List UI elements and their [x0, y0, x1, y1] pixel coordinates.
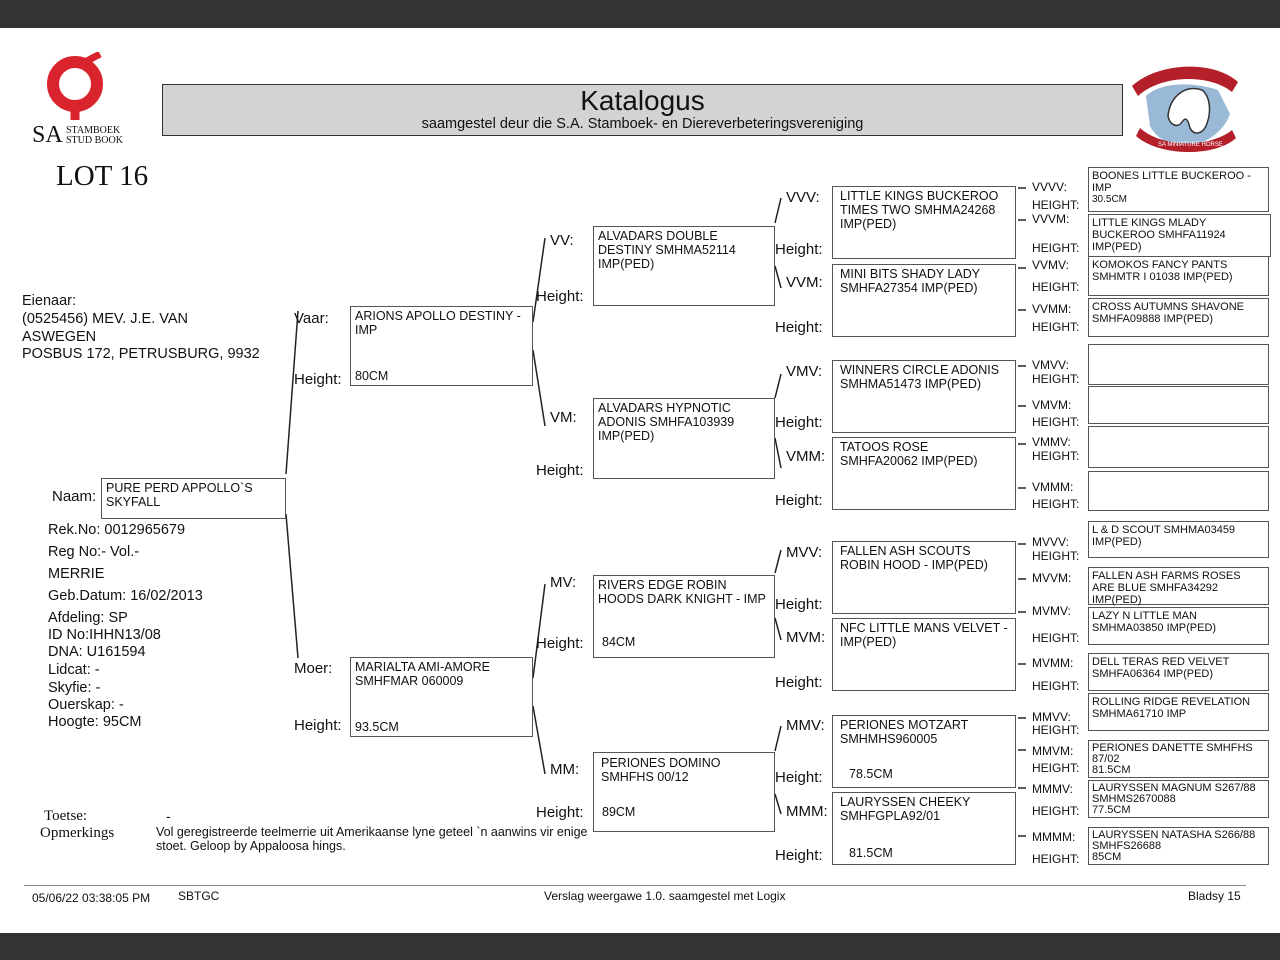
opmerkings-text: Vol geregistreerde teelmerrie uit Amerikaanse lyne geteel `n aanwins vir enige stoet. Geloop by Appaloosa hings.: [156, 825, 588, 853]
vvmv-name: KOMOKOS FANCY PANTS SMHMTR I 01038 IMP(PED): [1092, 259, 1233, 283]
vmmv-box: [1088, 426, 1269, 468]
mmvm-name: PERIONES DANETTE SMHFHS 87/02: [1092, 742, 1253, 765]
dam-height: 93.5CM: [355, 720, 399, 734]
mmm-height: 81.5CM: [849, 846, 893, 860]
line-dam: [286, 514, 298, 658]
mmmv-height-label: HEIGHT:: [1032, 804, 1080, 818]
vmv-height-label: Height:: [775, 414, 823, 431]
mm-name: PERIONES DOMINO SMHFHS 00/12: [601, 756, 721, 784]
viewer-top-bar: [0, 0, 1280, 28]
line-vmv: [775, 374, 781, 398]
mm-box: [593, 752, 775, 832]
mmv-height-label: Height:: [775, 769, 823, 786]
sa-miniature-horse-logo: [1128, 56, 1243, 161]
sa-stamboek-logo: [30, 52, 140, 152]
vm-label: VM:: [550, 409, 577, 426]
catalogue-header: [162, 84, 1123, 136]
toetse-label: Toetse:: [44, 808, 88, 824]
vmvv-box: [1088, 344, 1269, 385]
vvv-height-label: Height:: [775, 241, 823, 258]
name-label: Naam:: [52, 488, 97, 505]
mvmm-box: [1088, 653, 1269, 691]
vmvv-label: VMVV:: [1032, 358, 1069, 372]
mvv-box: [832, 541, 1016, 614]
mvmm-name: DELL TERAS RED VELVET SMHFA06364 IMP(PED): [1092, 656, 1230, 680]
mvmv-box: [1088, 607, 1269, 645]
vmmm-height-label: HEIGHT:: [1032, 497, 1080, 511]
mv-height: 84CM: [602, 635, 636, 649]
vvvv-label: VVVV:: [1032, 180, 1067, 194]
vmv-name: WINNERS CIRCLE ADONIS SMHMA51473 IMP(PED): [840, 363, 1000, 391]
animal-dob: Geb.Datum: 16/02/2013: [48, 588, 203, 604]
vvmm-box: [1088, 298, 1269, 337]
mmm-label: MMM:: [786, 803, 828, 820]
animal-hoogte: Hoogte: 95CM: [48, 714, 142, 730]
line-sire: [286, 311, 298, 474]
mmvm-height: 81.5CM: [1092, 764, 1131, 776]
sire-height-label: Height:: [294, 371, 342, 388]
mmmv-name: LAURYSSEN MAGNUM S267/88 SMHMS2670088: [1092, 782, 1256, 805]
vmmv-label: VMMV:: [1032, 435, 1071, 449]
line-mmm: [775, 794, 781, 814]
mv-box: [593, 575, 775, 658]
vv-label: VV:: [550, 232, 574, 249]
vvvv-name: BOONES LITTLE BUCKEROO - IMP: [1092, 170, 1251, 194]
mvvv-height-label: HEIGHT:: [1032, 549, 1080, 563]
line-mvm: [775, 618, 781, 640]
line-vvm: [775, 266, 781, 288]
dam-name: MARIALTA AMI-AMORE SMHFMAR 060009: [355, 660, 490, 688]
line-mv: [533, 584, 545, 678]
mv-height-label: Height:: [536, 635, 584, 652]
animal-skyfie: Skyfie: -: [48, 680, 101, 696]
owner-line2: ASWEGEN: [22, 329, 97, 345]
mvmm-height-label: HEIGHT:: [1032, 679, 1080, 693]
mvmv-name: LAZY N LITTLE MAN SMHMA03850 IMP(PED): [1092, 610, 1217, 634]
mmvv-name: ROLLING RIDGE REVELATION SMHMA61710 IMP: [1092, 696, 1251, 720]
owner-address: POSBUS 172, PETRUSBURG, 9932: [22, 346, 260, 362]
sire-height: 80CM: [355, 369, 389, 383]
mmvm-label: MMVM:: [1032, 744, 1074, 758]
line-mmv: [775, 726, 781, 751]
vvm-label: VVM:: [786, 274, 823, 291]
line-vm: [533, 350, 545, 426]
vmv-box: [832, 360, 1016, 433]
vvm-height-label: Height:: [775, 319, 823, 336]
vvvv-height: 30.5CM: [1092, 194, 1128, 205]
vvmv-height-label: HEIGHT:: [1032, 280, 1080, 294]
mvm-name: NFC LITTLE MANS VELVET - IMP(PED): [840, 621, 1008, 649]
mmmm-height: 85CM: [1092, 851, 1122, 863]
mmvm-box: [1088, 740, 1269, 778]
vmm-height-label: Height:: [775, 492, 823, 509]
vm-box: [593, 398, 775, 479]
mvvm-name: FALLEN ASH FARMS ROSES ARE BLUE SMHFA34292 IMP(PED): [1092, 570, 1241, 606]
dam-height-label: Height:: [294, 717, 342, 734]
mvmv-height-label: HEIGHT:: [1032, 631, 1080, 645]
mmvv-height-label: HEIGHT:: [1032, 723, 1080, 737]
mvv-height-label: Height:: [775, 596, 823, 613]
animal-lidcat: Lidcat: -: [48, 662, 100, 678]
mvvv-box: [1088, 521, 1269, 558]
vvvv-box: [1088, 167, 1269, 212]
vmv-label: VMV:: [786, 363, 823, 380]
mmv-height: 78.5CM: [849, 767, 893, 781]
viewer-bottom-bar: [0, 933, 1280, 960]
mmv-name: PERIONES MOTZART SMHMHS960005: [840, 718, 969, 746]
mvmm-label: MVMM:: [1032, 656, 1074, 670]
mmm-height-label: Height:: [775, 847, 823, 864]
vvvv-height-label: HEIGHT:: [1032, 198, 1080, 212]
mmm-name: LAURYSSEN CHEEKY SMHFGPLA92/01: [840, 795, 971, 823]
female-symbol-icon: [30, 52, 140, 122]
vvvm-height-label: HEIGHT:: [1032, 241, 1080, 255]
owner-line1: (0525456) MEV. J.E. VAN: [22, 311, 189, 327]
vmmv-height-label: HEIGHT:: [1032, 449, 1080, 463]
sire-box: [350, 306, 533, 386]
vv-name: ALVADARS DOUBLE DESTINY SMHMA52114 IMP(PED): [598, 229, 736, 271]
line-mvv: [775, 550, 781, 573]
dam-box: [350, 657, 533, 737]
mvm-height-label: Height:: [775, 674, 823, 691]
line-vvv: [775, 198, 781, 223]
mmv-label: MMV:: [786, 717, 825, 734]
footer-report: Verslag weergawe 1.0. saamgestel met Logix: [544, 889, 786, 903]
animal-rekno: Rek.No: 0012965679: [48, 522, 186, 538]
owner-label: Eienaar:: [22, 293, 77, 309]
animal-dna: DNA: U161594: [48, 644, 146, 660]
mmvv-box: [1088, 693, 1269, 731]
vmvm-label: VMVM:: [1032, 398, 1072, 412]
vvvm-label: VVVM:: [1032, 212, 1070, 226]
mvvm-label: MVVM:: [1032, 571, 1072, 585]
lot-number: LOT 16: [56, 160, 149, 192]
vmm-name: TATOOS ROSE SMHFA20062 IMP(PED): [840, 440, 978, 468]
logo-top-ribbon-text: SA MINIATUUR PERD: [1158, 62, 1219, 68]
mvm-label: MVM:: [786, 629, 826, 646]
vm-height-label: Height:: [536, 462, 584, 479]
animal-name-box: [101, 478, 286, 519]
vvvm-name: LITTLE KINGS MLADY BUCKEROO SMHFA11924 IMP(PED): [1092, 217, 1226, 253]
mmmv-label: MMMV:: [1032, 782, 1073, 796]
sire-label: Vaar:: [294, 310, 329, 327]
vmm-label: VMM:: [786, 448, 826, 465]
line-vv: [533, 238, 545, 322]
vvmm-height-label: HEIGHT:: [1032, 320, 1080, 334]
mvm-box: [832, 618, 1016, 691]
mmmv-height: 77.5CM: [1092, 804, 1131, 816]
mv-name: RIVERS EDGE ROBIN HOODS DARK KNIGHT - IMP: [598, 578, 766, 606]
mm-height: 89CM: [602, 805, 636, 819]
vmvm-box: [1088, 386, 1269, 424]
mvv-name: FALLEN ASH SCOUTS ROBIN HOOD - IMP(PED): [840, 544, 988, 572]
mmmm-box: [1088, 827, 1269, 865]
vvv-name: LITTLE KINGS BUCKEROO TIMES TWO SMHMA24268 IMP(PED): [840, 189, 999, 231]
vmvm-height-label: HEIGHT:: [1032, 415, 1080, 429]
footer-page: Bladsy 15: [1188, 889, 1241, 903]
mm-height-label: Height:: [536, 804, 584, 821]
sire-name: ARIONS APOLLO DESTINY - IMP: [355, 309, 521, 337]
mmm-box: [832, 792, 1016, 865]
vvm-name: MINI BITS SHADY LADY SMHFA27354 IMP(PED): [840, 267, 980, 295]
logo-bottom-ribbon-text: SA MINIATURE HORSE: [1158, 142, 1223, 148]
opmerkings-label: Opmerkings: [40, 825, 115, 841]
vmm-box: [832, 437, 1016, 510]
mm-label: MM:: [550, 761, 580, 778]
mvmv-label: MVMV:: [1032, 604, 1071, 618]
mvvv-name: L & D SCOUT SMHMA03459 IMP(PED): [1092, 524, 1236, 548]
vv-height-label: Height:: [536, 288, 584, 305]
vvmm-label: VVMM:: [1032, 302, 1072, 316]
vvm-box: [832, 264, 1016, 337]
mv-label: MV:: [550, 574, 577, 591]
logo-sa-text: SA: [32, 122, 63, 148]
line-vmm: [775, 438, 781, 468]
vvv-box: [832, 186, 1016, 259]
vvv-label: VVV:: [786, 189, 820, 206]
mmv-box: [832, 715, 1016, 788]
page-title: Katalogus: [580, 85, 705, 116]
mmmm-name: LAURYSSEN NATASHA S266/88 SMHFS26688: [1092, 829, 1256, 852]
vv-box: [593, 226, 775, 306]
animal-regno: Reg No:- Vol.-: [48, 544, 140, 560]
mmvv-label: MMVV:: [1032, 710, 1071, 724]
mvvv-label: MVVV:: [1032, 535, 1069, 549]
mmmm-height-label: HEIGHT:: [1032, 852, 1080, 866]
dam-label: Moer:: [294, 660, 333, 677]
vvmm-name: CROSS AUTUMNS SHAVONE SMHFA09888 IMP(PED): [1092, 301, 1244, 325]
animal-idno: ID No:IHHN13/08: [48, 627, 161, 643]
animal-afdeling: Afdeling: SP: [48, 610, 128, 626]
footer-code: SBTGC: [178, 889, 220, 903]
footer-datetime: 05/06/22 03:38:05 PM: [32, 891, 151, 905]
toetse-value: -: [166, 808, 171, 824]
mvv-label: MVV:: [786, 544, 823, 561]
vmmm-box: [1088, 471, 1269, 511]
vvvm-box: [1088, 214, 1271, 257]
logo-stamboek-text: STAMBOEK: [66, 125, 121, 136]
page-subtitle: saamgestel deur die S.A. Stamboek- en Diereverbeteringsvereniging: [421, 116, 864, 132]
footer-divider: [24, 885, 1246, 886]
vvmv-box: [1088, 256, 1269, 296]
mmvm-height-label: HEIGHT:: [1032, 761, 1080, 775]
mmmv-box: [1088, 780, 1269, 818]
animal-ouerskap: Ouerskap: -: [48, 697, 124, 713]
mmmm-label: MMMM:: [1032, 830, 1076, 844]
vm-name: ALVADARS HYPNOTIC ADONIS SMHFA103939 IMP(PED): [598, 401, 735, 443]
mvvm-box: [1088, 567, 1269, 605]
vvmv-label: VVMV:: [1032, 258, 1069, 272]
vmvv-height-label: HEIGHT:: [1032, 372, 1080, 386]
line-mm: [533, 706, 545, 774]
vmmm-label: VMMM:: [1032, 480, 1074, 494]
logo-studbook-text: STUD BOOK: [66, 135, 123, 146]
document-page: [0, 28, 1280, 933]
animal-sex: MERRIE: [48, 566, 105, 582]
animal-name: PURE PERD APPOLLO`S SKYFALL: [106, 481, 253, 509]
